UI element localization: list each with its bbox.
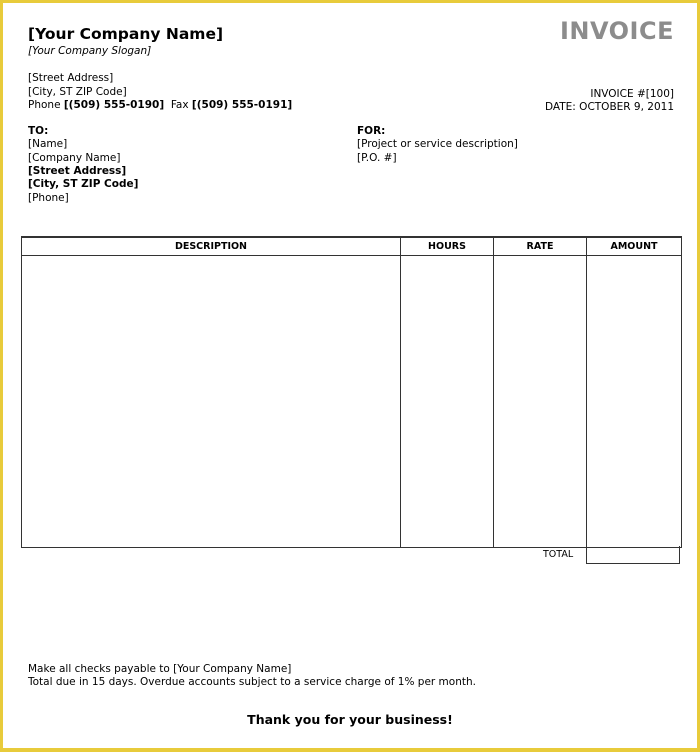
for-label: FOR:: [357, 125, 386, 137]
to-company: [Company Name]: [28, 152, 121, 164]
to-city: [City, ST ZIP Code]: [28, 178, 139, 190]
total-label: TOTAL: [543, 549, 574, 560]
invoice-title: INVOICE: [559, 17, 674, 45]
phone-label: Phone: [28, 99, 61, 111]
items-table-wrapper: [21, 236, 681, 548]
total-amount-box[interactable]: [586, 546, 680, 564]
to-label: TO:: [28, 125, 49, 137]
header-rate: RATE: [494, 237, 587, 256]
header-hours: HOURS: [401, 237, 494, 256]
header-description: DESCRIPTION: [22, 237, 401, 256]
table-body-row: [22, 256, 682, 548]
for-po: [P.O. #]: [357, 152, 397, 164]
invoice-number: INVOICE #[100]: [590, 88, 674, 100]
fax-label: Fax: [170, 99, 189, 111]
company-city: [City, ST ZIP Code]: [28, 86, 127, 98]
thank-you-message: Thank you for your business!: [247, 712, 453, 727]
payable-note: Make all checks payable to [Your Company Name]: [28, 663, 292, 675]
for-description: [Project or service description]: [357, 138, 518, 150]
company-contact: [28, 99, 292, 111]
phone-number: [(509) 555-0190]: [63, 99, 165, 111]
table-header-row: [22, 237, 682, 256]
to-name: [Name]: [28, 138, 68, 150]
company-name: [Your Company Name]: [28, 25, 224, 43]
to-street: [Street Address]: [28, 165, 127, 177]
terms-note: Total due in 15 days. Overdue accounts subject to a service charge of 1% per month.: [28, 676, 476, 688]
hours-cell[interactable]: [401, 256, 494, 548]
to-phone: [Phone]: [28, 192, 69, 204]
description-cell[interactable]: [22, 256, 401, 548]
fax-number: [(509) 555-0191]: [191, 99, 293, 111]
company-street: [Street Address]: [28, 72, 114, 84]
company-slogan: [Your Company Slogan]: [28, 45, 152, 57]
amount-cell[interactable]: [587, 256, 682, 548]
header-amount: AMOUNT: [587, 237, 682, 256]
items-table: [21, 236, 682, 548]
rate-cell[interactable]: [494, 256, 587, 548]
invoice-date: DATE: OCTOBER 9, 2011: [544, 101, 674, 113]
